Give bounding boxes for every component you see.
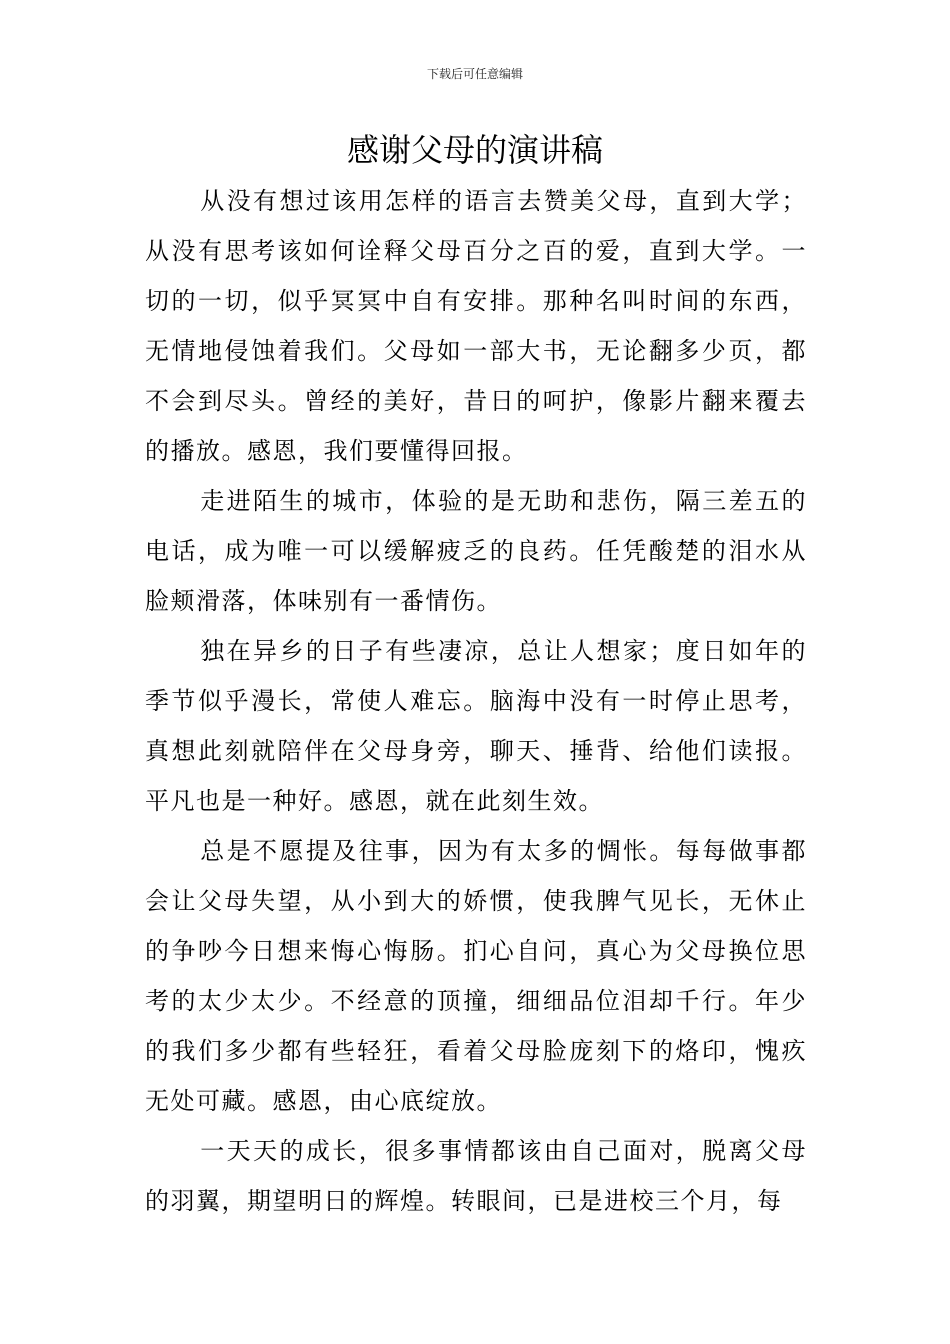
header-note: 下载后可任意编辑 bbox=[426, 67, 523, 81]
paragraph-2: 走进陌生的城市，体验的是无助和悲伤，隔三差五的电话，成为唯一可以缓解疲乏的良药。任凭酸楚的泪水从脸颊滑落，体味别有一番情伤。 bbox=[145, 487, 807, 615]
paragraph-3: 独在异乡的日子有些凄凉，总让人想家；度日如年的季节似乎漫长，常使人难忘。脑海中没有一时停止思考，真想此刻就陪伴在父母身旁，聊天、捶背、给他们读报。平凡也是一种好。感恩，就在此刻生效。 bbox=[145, 637, 807, 815]
paragraph-1: 从没有想过该用怎样的语言去赞美父母，直到大学；从没有思考该如何诠释父母百分之百的爱，直到大学。一切的一切，似乎冥冥中自有安排。那种名叫时间的东西，无情地侵蚀着我们。父母如一部大书，无论翻多少页，都不会到尽头。曾经的美好，昔日的呵护，像影片翻来覆去的播放。感恩，我们要懂得回报。 bbox=[145, 187, 807, 465]
paragraph-4: 总是不愿提及往事，因为有太多的惆怅。每每做事都会让父母失望，从小到大的娇惯，使我脾气见长，无休止的争吵今日想来悔心悔肠。扪心自问，真心为父母换位思考的太少太少。不经意的顶撞，细细品位泪却千行。年少的我们多少都有些轻狂，看着父母脸庞刻下的烙印，愧疚无处可藏。感恩，由心底绽放。 bbox=[145, 837, 807, 1115]
document-title: 感谢父母的演讲稿 bbox=[346, 131, 603, 169]
document-body bbox=[145, 176, 807, 1226]
paragraph-5: 一天天的成长，很多事情都该由自己面对，脱离父母的羽翼，期望明日的辉煌。转眼间，已是进校三个月，每 bbox=[145, 1137, 807, 1215]
